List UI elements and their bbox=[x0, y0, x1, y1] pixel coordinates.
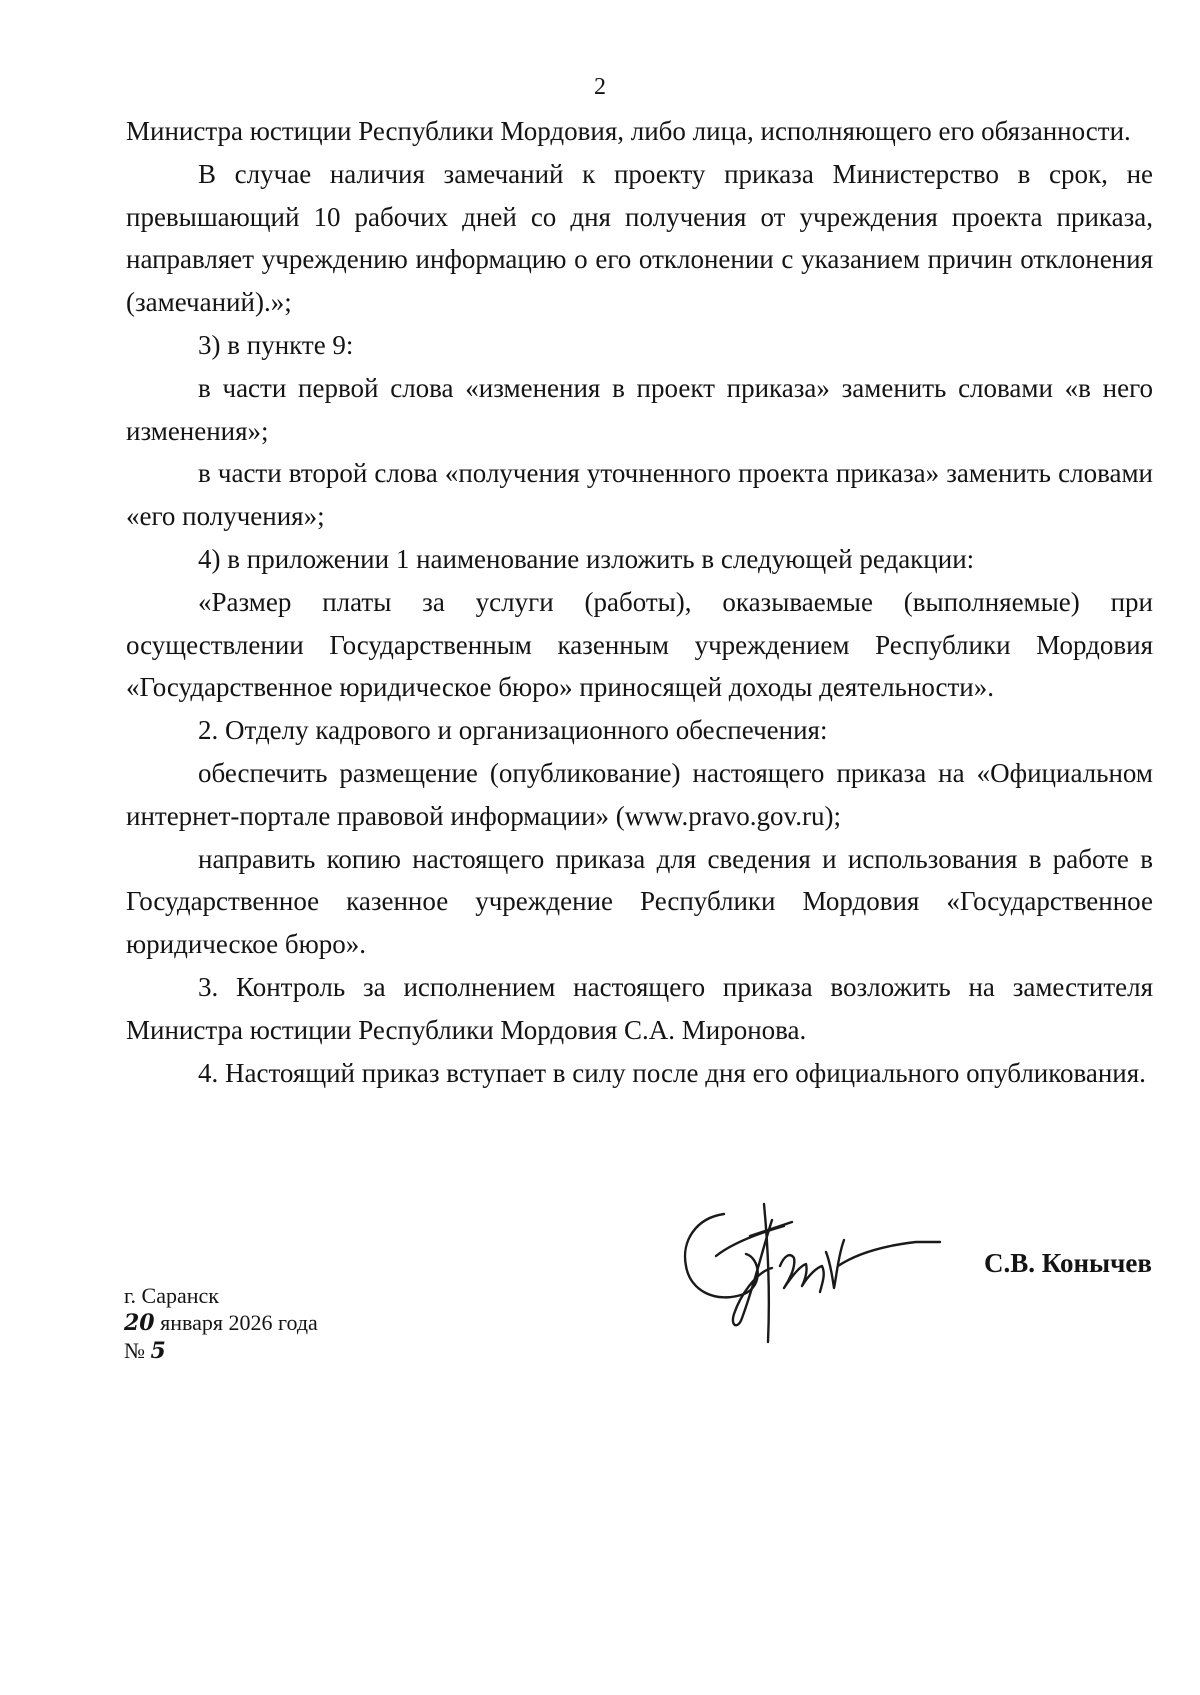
paragraph: «Размер платы за услуги (работы), оказываемые (выполняемые) при осуществлении Государственным казенным учреждением Республики Мордовия «Государственное юридическое бюро» приносящей доходы деятельности». bbox=[126, 586, 1153, 703]
number-line bbox=[124, 1337, 318, 1365]
paragraph: В случае наличия замечаний к проекту приказа Министерство в срок, не превышающий 10 рабочих дней со дня получения от учреждения проекта приказа, направляет учреждению информацию о его отклонении с указанием причин отклонения (замечаний).»; bbox=[126, 158, 1153, 318]
city-line: г. Саранск bbox=[124, 1283, 219, 1308]
number-prefix: № bbox=[124, 1338, 145, 1363]
date-text: января 2026 года bbox=[160, 1310, 318, 1335]
paragraph: 4) в приложении 1 наименование изложить в следующей редакции: bbox=[198, 543, 975, 574]
handwritten-day: 20 bbox=[124, 1310, 155, 1336]
place-date-number bbox=[124, 1282, 318, 1365]
paragraph: в части первой слова «изменения в проект приказа» заменить словами «в него изменения»; bbox=[126, 372, 1153, 446]
document-body bbox=[126, 110, 1153, 1094]
paragraph: 3) в пункте 9: bbox=[198, 329, 354, 360]
page-number: 2 bbox=[594, 74, 606, 100]
paragraph: 3. Контроль за исполнением настоящего приказа возложить на заместителя Министра юстиции Республики Мордовия С.А. Миронова. bbox=[126, 971, 1153, 1045]
paragraph: Министра юстиции Республики Мордовия, либо лица, исполняющего его обязанности. bbox=[126, 116, 1131, 146]
date-line bbox=[124, 1309, 318, 1337]
paragraph: обеспечить размещение (опубликование) настоящего приказа на «Официальном интернет-портале правовой информации» (www.pravo.gov.ru); bbox=[126, 757, 1153, 831]
paragraph: 4. Настоящий приказ вступает в силу после дня его официального опубликования. bbox=[198, 1057, 1146, 1088]
handwritten-number: 5 bbox=[150, 1338, 166, 1364]
paragraph: направить копию настоящего приказа для сведения и использования в работе в Государственное казенное учреждение Республики Мордовия «Государственное юридическое бюро». bbox=[126, 843, 1153, 960]
paragraph: в части второй слова «получения уточненного проекта приказа» заменить словами «его получения»; bbox=[126, 458, 1153, 532]
paragraph: 2. Отделу кадрового и организационного обеспечения: bbox=[198, 715, 828, 746]
handwritten-signature bbox=[676, 1196, 966, 1346]
signer-name: С.В. Конычев bbox=[984, 1248, 1152, 1278]
